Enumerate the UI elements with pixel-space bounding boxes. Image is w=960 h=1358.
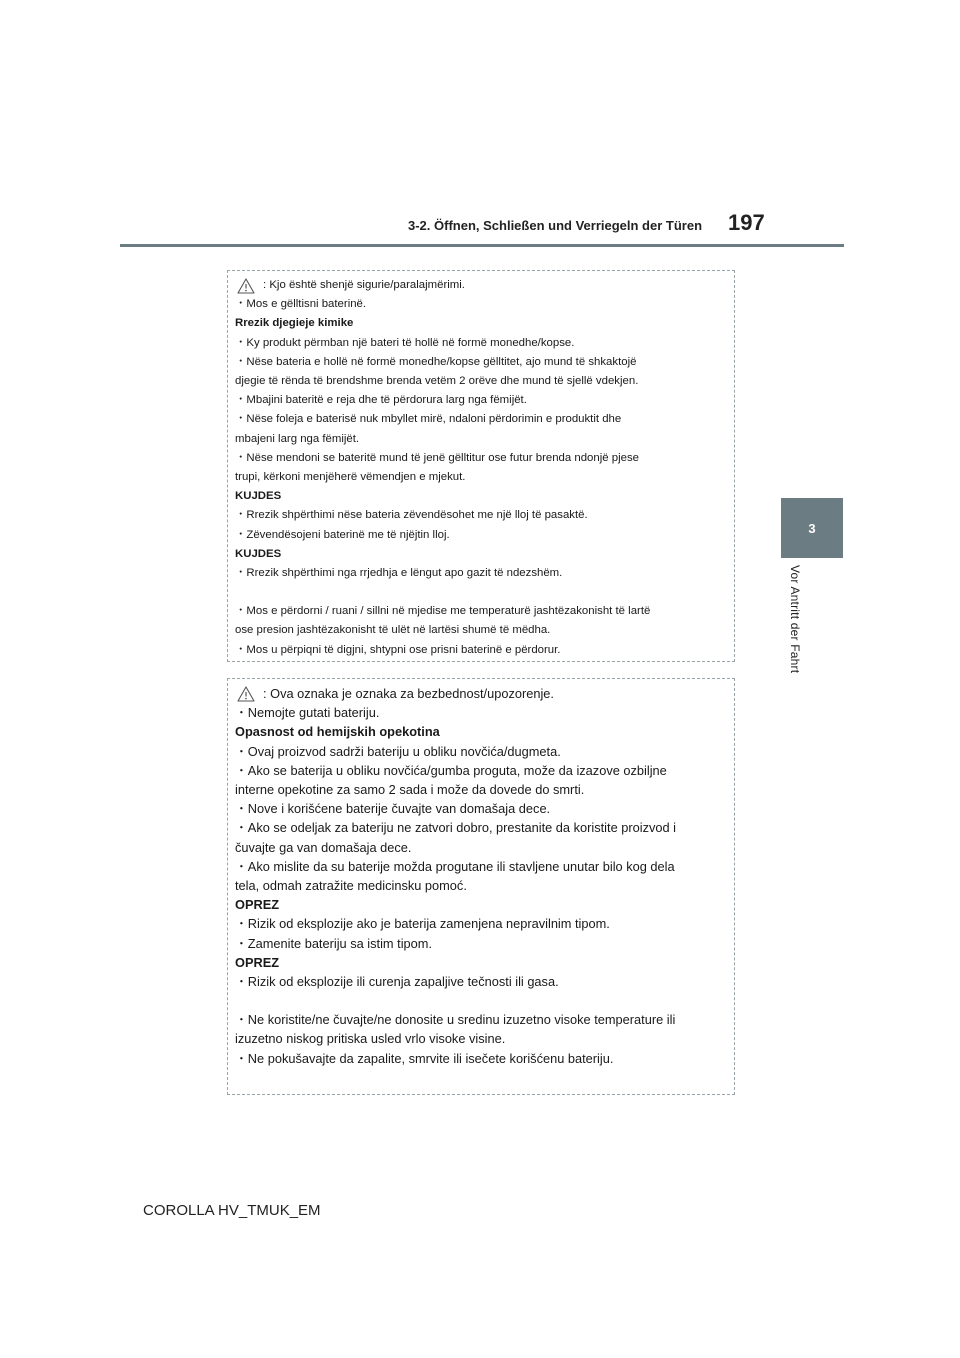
text-line: djegie të rënda të brendshme brenda vetëm 2 orëve dhe mund të sjellë vdekjen.	[235, 375, 639, 388]
text-line: izuzetno niskog pritiska usled vrlo visoke visine.	[235, 1031, 506, 1047]
section-title: 3-2. Öffnen, Schließen und Verriegeln der Türen	[408, 218, 703, 233]
blank-line	[235, 583, 730, 602]
footer-model: COROLLA HV_TMUK_EM	[143, 1202, 321, 1219]
text-line: ・Nëse bateria e hollë në formë monedhe/kopse gëlltitet, ajo mund të shkaktojë	[235, 355, 637, 368]
warning-box-albanian	[227, 270, 735, 662]
page-number: 197	[728, 210, 765, 235]
warning-triangle-icon	[237, 686, 255, 702]
section-heading: Opasnost od hemijskih opekotina	[235, 724, 440, 740]
text-line: ・Ovaj proizvod sadrži bateriju u obliku novčića/dugmeta.	[235, 743, 561, 759]
text-line: ・Ako se baterija u obliku novčića/gumba proguta, može da izazove ozbiljne	[235, 762, 667, 778]
text-line: ・Mbajini bateritë e reja dhe të përdorura larg nga fëmijët.	[235, 394, 527, 407]
warning-intro: : Ova oznaka je oznaka za bezbednost/upozorenje.	[263, 686, 554, 701]
text-line: ・Nemojte gutati bateriju.	[235, 705, 380, 721]
text-line: ・Zëvendësojeni baterinë me të njëjtin lloj.	[235, 528, 450, 541]
section-heading: KUJDES	[235, 547, 282, 560]
section-heading: Rrezik djegieje kimike	[235, 317, 354, 330]
text-line: ・Rrezik shpërthimi nga rrjedhja e lëngut apo gazit të ndezshëm.	[235, 567, 563, 580]
text-line: ・Ne koristite/ne čuvajte/ne donosite u sredinu izuzetno visoke temperature ili	[235, 1012, 676, 1028]
text-line: čuvajte ga van domašaja dece.	[235, 839, 412, 855]
chapter-title: Vor Antritt der Fahrt	[788, 565, 802, 674]
text-line: ・Ne pokušavajte da zapalite, smrvite ili isečete korišćenu bateriju.	[235, 1050, 614, 1066]
text-line: ・Nove i korišćene baterije čuvajte van domašaja dece.	[235, 801, 551, 817]
text-line: ・Nëse foleja e baterisë nuk mbyllet mirë, ndaloni përdorimin e produktit dhe	[235, 413, 622, 426]
text-line: ・Mos e përdorni / ruani / sillni në mjedise me temperaturë jashtëzakonisht të lartë	[235, 605, 651, 618]
text-line: ・Ako mislite da su baterije možda progutane ili stavljene unutar bilo kog dela	[235, 858, 675, 874]
section-heading: KUJDES	[235, 490, 282, 503]
blank-line	[235, 991, 730, 1010]
text-line: tela, odmah zatražite medicinsku pomoć.	[235, 878, 467, 894]
header-rule	[120, 244, 844, 247]
text-line: ・Ako se odeljak za bateriju ne zatvori dobro, prestanite da koristite proizvod i	[235, 820, 677, 836]
text-line: ose presion jashtëzakonisht të ulët në lartësi shumë të mëdha.	[235, 624, 551, 637]
section-heading: OPREZ	[235, 897, 280, 913]
text-line: interne opekotine za samo 2 sada i može da dovede do smrti.	[235, 782, 585, 798]
text-line: ・Rrezik shpërthimi nëse bateria zëvendësohet me një lloj të pasaktë.	[235, 509, 588, 522]
warning-triangle-icon	[237, 278, 255, 294]
section-heading: OPREZ	[235, 954, 280, 970]
chapter-tab: 3	[781, 498, 843, 558]
text-line: ・Mos u përpiqni të digjni, shtypni ose prisni baterinë e përdorur.	[235, 643, 561, 656]
text-line: ・Mos e gëlltisni baterinë.	[235, 298, 367, 311]
text-line: trupi, kërkoni menjëherë vëmendjen e mjekut.	[235, 471, 466, 484]
text-line: ・Rizik od eksplozije ako je baterija zamenjena nepravilnim tipom.	[235, 916, 610, 932]
warning-intro: : Kjo është shenjë sigurie/paralajmërimi.	[263, 279, 465, 291]
text-line: ・Zamenite bateriju sa istim tipom.	[235, 935, 432, 951]
text-line: ・Ky produkt përmban një bateri të hollë në formë monedhe/kopse.	[235, 336, 575, 349]
text-line: ・Rizik od eksplozije ili curenja zapaljive tečnosti ili gasa.	[235, 974, 559, 990]
warning-box-serbian	[227, 678, 735, 1095]
text-line: mbajeni larg nga fëmijët.	[235, 432, 360, 445]
text-line: ・Nëse mendoni se bateritë mund të jenë gëlltitur ose futur brenda ndonjë pjese	[235, 451, 639, 464]
